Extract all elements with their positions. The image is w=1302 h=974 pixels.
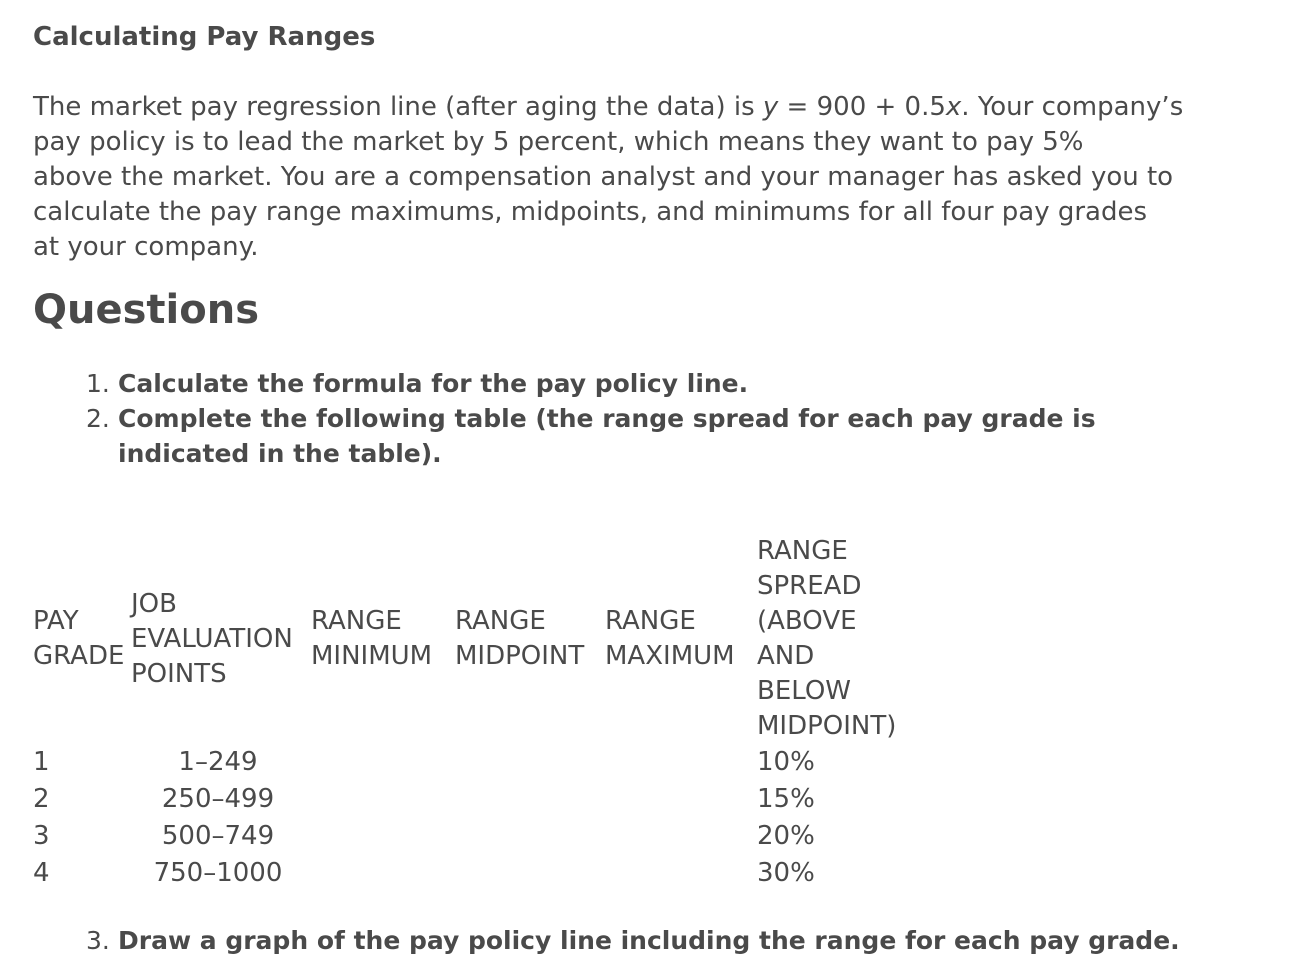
question-item [86,401,1146,471]
question-item [86,366,1146,401]
intro-line: at your company. [33,232,259,262]
cell-pay-grade: 1 [33,747,50,777]
cell-pay-grade: 3 [33,821,50,851]
pay-range-table [30,534,920,892]
table-row [30,744,920,781]
questions-heading: Questions [33,287,260,333]
cell-points: 500–749 [161,821,275,851]
intro-line: The market pay regression line (after aging the data) is y = 900 + 0.5x. Your company’s [33,92,1184,122]
cell-range-maximum [602,818,754,855]
question-text: Calculate the formula for the pay policy line. [118,369,749,398]
header-job-evaluation-points: JOB EVALUATION POINTS [131,588,293,689]
cell-pay-grade: 4 [33,858,50,888]
intro-line: calculate the pay range maximums, midpoints, and minimums for all four pay grades [33,197,1148,227]
table-header-row [30,534,920,744]
cell-range-maximum [602,781,754,818]
question-item [86,923,1218,958]
cell-range-minimum [308,818,452,855]
cell-range-minimum [308,781,452,818]
cell-points: 250–499 [161,784,275,814]
table-row [30,818,920,855]
cell-range-spread: 30% [757,858,815,888]
question-text: Complete the following table (the range spread for each pay grade is indicated in the table). [118,404,1096,468]
intro-line: above the market. You are a compensation analyst and your manager has asked you to [33,162,1174,192]
header-range-minimum: RANGE MINIMUM [311,606,433,671]
cell-range-minimum [308,855,452,892]
cell-range-maximum [602,855,754,892]
cell-range-midpoint [452,744,602,781]
cell-range-spread: 15% [757,784,815,814]
question-number: 3. [86,926,110,955]
cell-range-minimum [308,744,452,781]
cell-range-spread: 10% [757,747,815,777]
cell-pay-grade: 2 [33,784,50,814]
cell-range-midpoint [452,855,602,892]
header-range-spread: RANGE SPREAD (ABOVE AND BELOW MIDPOINT) [757,536,897,741]
questions-list [86,366,1146,471]
question-text: Draw a graph of the pay policy line including the range for each pay grade. [118,926,1180,955]
header-range-maximum: RANGE MAXIMUM [605,606,735,671]
header-pay-grade: PAY GRADE [33,606,125,671]
header-range-midpoint: RANGE MIDPOINT [455,606,585,671]
cell-range-midpoint [452,781,602,818]
table-row [30,855,920,892]
cell-range-maximum [602,744,754,781]
table-row [30,781,920,818]
cell-range-midpoint [452,818,602,855]
cell-points: 750–1000 [153,858,283,888]
intro-line: pay policy is to lead the market by 5 percent, which means they want to pay 5% [33,127,1084,157]
page-title: Calculating Pay Ranges [33,22,376,52]
cell-range-spread: 20% [757,821,815,851]
intro-paragraph [33,90,1184,265]
question-number: 2. [86,404,110,433]
question-number: 1. [86,369,110,398]
cell-points: 1–249 [178,747,258,777]
